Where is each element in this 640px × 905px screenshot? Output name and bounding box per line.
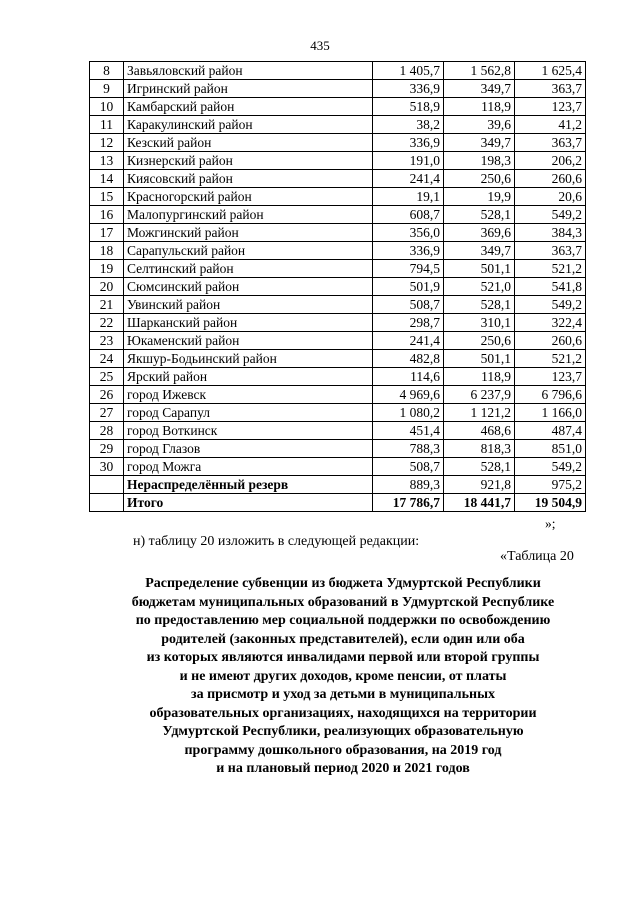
municipality-name: город Сарапул	[124, 404, 373, 422]
municipality-name: город Ижевск	[124, 386, 373, 404]
value-2019: 788,3	[373, 440, 444, 458]
municipality-name: Юкаменский район	[124, 332, 373, 350]
closing-quote: »;	[545, 516, 556, 531]
value-2019: 1 405,7	[373, 62, 444, 80]
reserve-label: Нераспределённый резерв	[124, 476, 373, 494]
value-2021: 363,7	[515, 242, 586, 260]
amendment-instruction: н) таблицу 20 изложить в следующей редакции:	[133, 534, 420, 549]
table-row	[90, 404, 586, 422]
value-2021: 521,2	[515, 350, 586, 368]
value-2021: 20,6	[515, 188, 586, 206]
value-2021: 487,4	[515, 422, 586, 440]
municipality-name: Кизнерский район	[124, 152, 373, 170]
subvention-table	[89, 61, 586, 512]
value-2020: 310,1	[444, 314, 515, 332]
table-row	[90, 314, 586, 332]
value-2021: 260,6	[515, 170, 586, 188]
value-2019: 518,9	[373, 98, 444, 116]
value-2021: 549,2	[515, 296, 586, 314]
municipality-name: город Глазов	[124, 440, 373, 458]
value-2020: 118,9	[444, 368, 515, 386]
value-2021: 851,0	[515, 440, 586, 458]
value-2021: 384,3	[515, 224, 586, 242]
value-2021: 363,7	[515, 80, 586, 98]
heading-line: и не имеют других доходов, кроме пенсии, от платы	[179, 668, 507, 684]
row-number: 8	[90, 62, 124, 80]
municipality-name: Кезский район	[124, 134, 373, 152]
row-number: 13	[90, 152, 124, 170]
value-2019: 1 080,2	[373, 404, 444, 422]
value-2019: 38,2	[373, 116, 444, 134]
municipality-name: Киясовский район	[124, 170, 373, 188]
value-2019: 451,4	[373, 422, 444, 440]
table-row	[90, 206, 586, 224]
value-2021: 541,8	[515, 278, 586, 296]
table-row	[90, 224, 586, 242]
total-row	[90, 494, 586, 512]
page-number: 435	[310, 38, 330, 53]
value-2020: 528,1	[444, 296, 515, 314]
value-2020: 349,7	[444, 80, 515, 98]
heading-line: Удмуртской Республики, реализующих образовательную	[162, 724, 524, 739]
row-number: 15	[90, 188, 124, 206]
row-number: 17	[90, 224, 124, 242]
municipality-name: город Можга	[124, 458, 373, 476]
heading-line: Распределение субвенции из бюджета Удмуртской Республики	[145, 576, 541, 591]
value-2019: 4 969,6	[373, 386, 444, 404]
table-row	[90, 458, 586, 476]
municipality-name: Увинский район	[124, 296, 373, 314]
table-row	[90, 80, 586, 98]
table-row	[90, 422, 586, 440]
value-2021: 260,6	[515, 332, 586, 350]
value-2021: 6 796,6	[515, 386, 586, 404]
total-2019: 17 786,7	[373, 494, 444, 512]
value-2021: 123,7	[515, 98, 586, 116]
value-2019: 508,7	[373, 296, 444, 314]
value-2021: 206,2	[515, 152, 586, 170]
value-2020: 1 562,8	[444, 62, 515, 80]
heading-line: за присмотр и уход за детьми в муниципальных	[190, 687, 496, 702]
table-heading	[100, 575, 586, 779]
municipality-name: Якшур-Бодьинский район	[124, 350, 373, 368]
value-2020: 39,6	[444, 116, 515, 134]
heading-line: родителей (законных представителей), если один или оба	[161, 631, 525, 647]
row-number: 19	[90, 260, 124, 278]
table-row	[90, 188, 586, 206]
value-2020: 818,3	[444, 440, 515, 458]
value-2020: 369,6	[444, 224, 515, 242]
value-2021: 322,4	[515, 314, 586, 332]
table-row	[90, 350, 586, 368]
row-number: 16	[90, 206, 124, 224]
value-2019: 608,7	[373, 206, 444, 224]
value-2021: 1 625,4	[515, 62, 586, 80]
value-2019: 19,1	[373, 188, 444, 206]
value-2020: 349,7	[444, 242, 515, 260]
value-2021: 123,7	[515, 368, 586, 386]
value-2019: 356,0	[373, 224, 444, 242]
municipality-name: Шарканский район	[124, 314, 373, 332]
table-row	[90, 278, 586, 296]
value-2019: 508,7	[373, 458, 444, 476]
total-label: Итого	[124, 494, 373, 512]
row-number: 9	[90, 80, 124, 98]
table-row	[90, 242, 586, 260]
table-row	[90, 152, 586, 170]
value-2021: 549,2	[515, 206, 586, 224]
table-row	[90, 98, 586, 116]
value-2020: 521,0	[444, 278, 515, 296]
table-row	[90, 260, 586, 278]
table-row	[90, 386, 586, 404]
municipality-name: Селтинский район	[124, 260, 373, 278]
reserve-2020: 921,8	[444, 476, 515, 494]
row-number: 27	[90, 404, 124, 422]
row-number: 21	[90, 296, 124, 314]
heading-line: бюджетам муниципальных образований в Удмуртской Республике	[131, 594, 555, 610]
value-2019: 336,9	[373, 134, 444, 152]
value-2019: 336,9	[373, 242, 444, 260]
table-label: «Таблица 20	[500, 549, 574, 564]
municipality-name: Можгинский район	[124, 224, 373, 242]
table-row	[90, 170, 586, 188]
row-number: 26	[90, 386, 124, 404]
municipality-name: Красногорский район	[124, 188, 373, 206]
total-2020: 18 441,7	[444, 494, 515, 512]
heading-line: образовательных организациях, находящихся на территории	[149, 705, 537, 721]
value-2019: 482,8	[373, 350, 444, 368]
row-number: 28	[90, 422, 124, 440]
value-2021: 363,7	[515, 134, 586, 152]
value-2021: 41,2	[515, 116, 586, 134]
value-2019: 241,4	[373, 170, 444, 188]
reserve-row	[90, 476, 586, 494]
municipality-name: Камбарский район	[124, 98, 373, 116]
value-2020: 250,6	[444, 332, 515, 350]
empty-cell	[90, 476, 124, 494]
value-2020: 501,1	[444, 260, 515, 278]
value-2019: 794,5	[373, 260, 444, 278]
value-2019: 191,0	[373, 152, 444, 170]
row-number: 11	[90, 116, 124, 134]
row-number: 18	[90, 242, 124, 260]
row-number: 20	[90, 278, 124, 296]
value-2020: 1 121,2	[444, 404, 515, 422]
row-number: 22	[90, 314, 124, 332]
row-number: 14	[90, 170, 124, 188]
table-row	[90, 440, 586, 458]
heading-line: по предоставлению мер социальной поддержки по освобождению	[135, 613, 551, 628]
value-2019: 501,9	[373, 278, 444, 296]
municipality-name: Завьяловский район	[124, 62, 373, 80]
value-2020: 19,9	[444, 188, 515, 206]
municipality-name: Сарапульский район	[124, 242, 373, 260]
municipality-name: Малопургинский район	[124, 206, 373, 224]
value-2020: 198,3	[444, 152, 515, 170]
table-row	[90, 134, 586, 152]
row-number: 10	[90, 98, 124, 116]
municipality-name: город Воткинск	[124, 422, 373, 440]
value-2019: 336,9	[373, 80, 444, 98]
row-number: 24	[90, 350, 124, 368]
row-number: 29	[90, 440, 124, 458]
municipality-name: Игринский район	[124, 80, 373, 98]
value-2019: 298,7	[373, 314, 444, 332]
value-2020: 501,1	[444, 350, 515, 368]
row-number: 30	[90, 458, 124, 476]
municipality-name: Каракулинский район	[124, 116, 373, 134]
row-number: 12	[90, 134, 124, 152]
row-number: 23	[90, 332, 124, 350]
table-row	[90, 116, 586, 134]
table-row	[90, 296, 586, 314]
value-2021: 549,2	[515, 458, 586, 476]
value-2020: 528,1	[444, 206, 515, 224]
empty-cell	[90, 494, 124, 512]
table-row	[90, 368, 586, 386]
value-2021: 1 166,0	[515, 404, 586, 422]
row-number: 25	[90, 368, 124, 386]
municipality-name: Ярский район	[124, 368, 373, 386]
heading-line: программу дошкольного образования, на 2019 год	[184, 742, 502, 758]
value-2020: 468,6	[444, 422, 515, 440]
reserve-2019: 889,3	[373, 476, 444, 494]
value-2020: 349,7	[444, 134, 515, 152]
reserve-2021: 975,2	[515, 476, 586, 494]
table-row	[90, 62, 586, 80]
value-2021: 521,2	[515, 260, 586, 278]
municipality-name: Сюмсинский район	[124, 278, 373, 296]
value-2020: 528,1	[444, 458, 515, 476]
heading-line: и на плановый период 2020 и 2021 годов	[216, 761, 470, 776]
value-2020: 6 237,9	[444, 386, 515, 404]
value-2020: 250,6	[444, 170, 515, 188]
value-2019: 241,4	[373, 332, 444, 350]
heading-line: из которых являются инвалидами первой или второй группы	[146, 650, 540, 665]
value-2020: 118,9	[444, 98, 515, 116]
table-body	[90, 62, 586, 512]
table-row	[90, 332, 586, 350]
total-2021: 19 504,9	[515, 494, 586, 512]
value-2019: 114,6	[373, 368, 444, 386]
